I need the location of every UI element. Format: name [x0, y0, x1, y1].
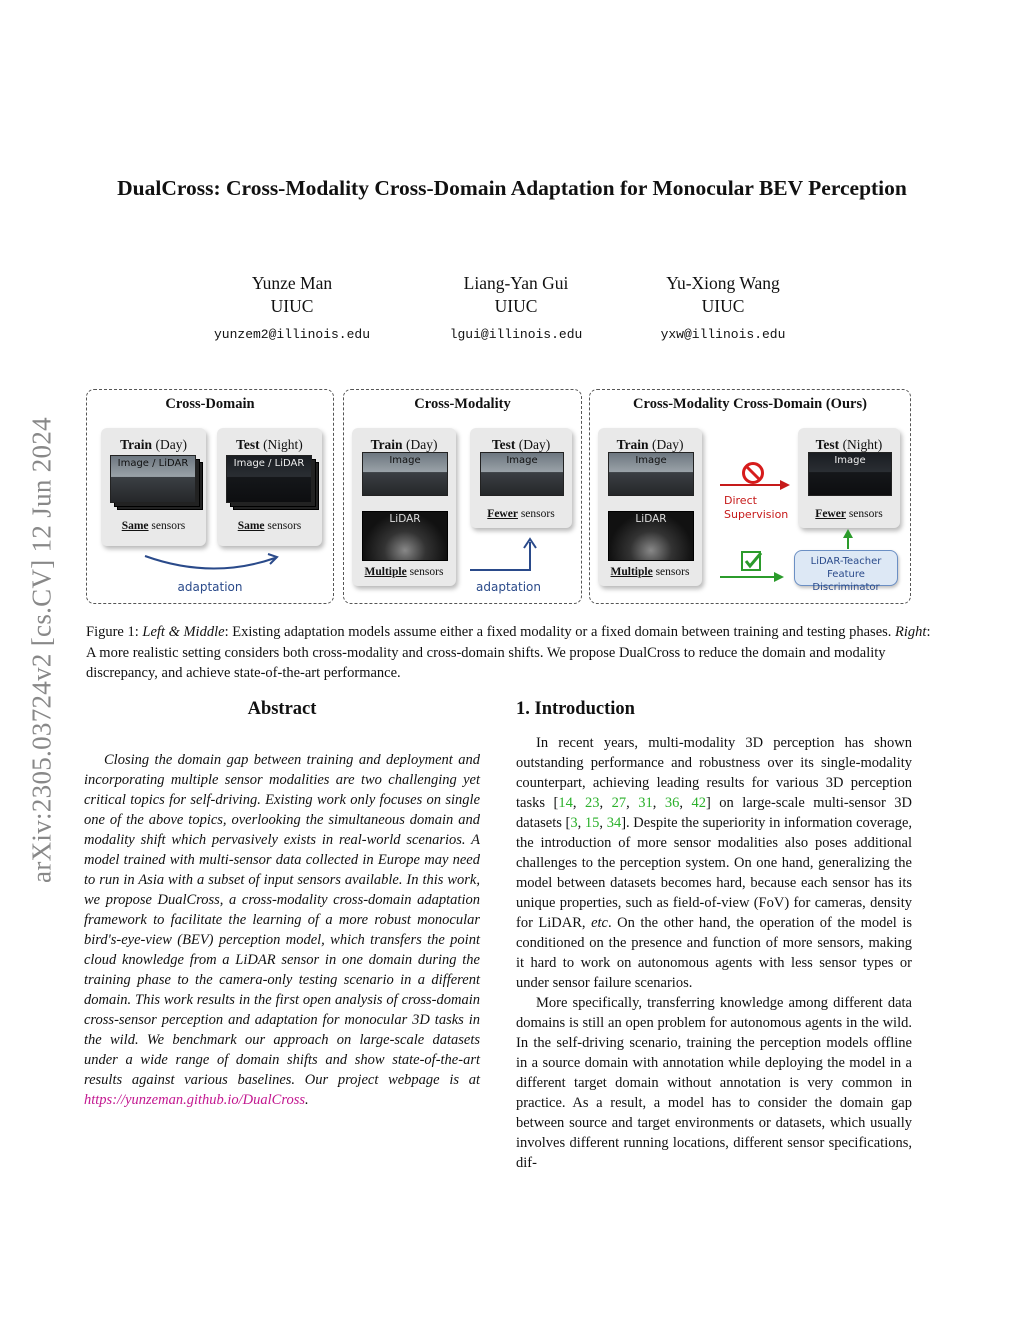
figure-panel-cross-modality [343, 389, 582, 604]
author-affiliation: UIUC [494, 296, 538, 316]
citation-link[interactable]: 27 [611, 795, 627, 811]
train-card [352, 428, 456, 586]
card-header: Test (Night) [815, 437, 883, 452]
paper-title: DualCross: Cross-Modality Cross-Domain Adaptation for Monocular BEV Perception [117, 176, 907, 200]
author-email[interactable]: yxw@illinois.edu [660, 327, 786, 342]
panel-title: Cross-Modality Cross-Domain (Ours) [633, 396, 867, 412]
card-header: Train (Day) [120, 437, 187, 452]
abstract-heading: Abstract [247, 699, 317, 719]
card-footer: Multiple sensors [364, 566, 444, 578]
image-label: Image [506, 455, 538, 466]
card-footer: Fewer sensors [487, 508, 555, 520]
figure-panel-cross-domain [86, 389, 334, 604]
citation-link[interactable]: 34 [606, 815, 622, 831]
test-card [470, 428, 572, 528]
author-1 [172, 272, 412, 346]
train-image [608, 452, 694, 496]
test-card [798, 428, 900, 528]
card-header: Test (Night) [236, 437, 303, 452]
citation-link[interactable]: 36 [664, 795, 680, 811]
card-header: Train (Day) [616, 437, 684, 452]
train-lidar [608, 511, 694, 561]
image-label: Image / LiDAR [117, 458, 189, 469]
intro-heading: 1. Introduction [516, 699, 635, 719]
project-link[interactable]: https://yunzeman.github.io/DualCross [84, 1092, 305, 1108]
intro-paragraph-2: More specifically, transferring knowledge among different data domains is still an open problem for autonomous agents in the wild. In the self-driving scenario, training the perception models offline in a source domain with annotation while deploying the model in a different target domain without annotation is very common in practice. As a result, a model has to consider the domain gap between source and target environments or datasets, which usually involves different running locations, different sensor specifications, dif- [516, 995, 912, 1171]
lidar-label: LiDAR [389, 513, 421, 525]
train-card [598, 428, 702, 586]
lidar-teacher-box: LiDAR-Teacher Feature Discriminator [794, 550, 898, 586]
card-footer: Same sensors [121, 520, 186, 532]
feature-alignment-arrow [718, 570, 788, 584]
citation-link[interactable]: 15 [584, 815, 600, 831]
author-affiliation: UIUC [270, 296, 314, 316]
card-footer: Multiple sensors [610, 566, 690, 578]
citation-link[interactable]: 42 [691, 795, 706, 811]
train-card [101, 428, 206, 546]
image-label: Image [834, 455, 866, 466]
author-email[interactable]: lgui@illinois.edu [449, 327, 583, 342]
author-name: Yu-Xiong Wang [666, 273, 780, 293]
train-image [110, 455, 196, 503]
intro-paragraph-1: In recent years, multi-modality 3D perception has shown outstanding performance and robustness over its single-modality counterpart, achieving leading results for various 3D perception tasks [14, 23, 27, 31, 36, 42] on large-scale multi-sensor 3D datasets [3, 15, 34]. Despite the superiority in information coverage, the introduction of more sensor modalities also poses additional challenges to the perception system. On one hand, generalizing the model between datasets becomes hard, because each sensor has its unique properties, such as field-of-view (FoV) for cameras, density for LiDAR, etc. On the other hand, the operation of the model is conditioned on the presence and function of more sensors, making it hard to work on autonomous agents with less sensor types or under sensor failure scenarios. [516, 735, 913, 991]
adaptation-step-arrow [468, 536, 538, 576]
figure-caption: Figure 1: Left & Middle: Existing adaptation models assume either a fixed modality or a fixed domain between training and testing phases. Right: A more realistic setting considers both cross-modality and cross-domain shifts. We propose DualCross to reduce the domain and modality discrepancy, and achieve state-of-the-art performance. [86, 624, 931, 681]
card-footer: Fewer sensors [815, 508, 883, 520]
citation-link[interactable]: 31 [638, 795, 653, 811]
test-card [217, 428, 322, 546]
panel-title: Cross-Modality [414, 396, 511, 412]
direct-supervision-label: Direct Supervision [724, 494, 789, 521]
direct-supervision-arrow [718, 478, 794, 492]
citation-link[interactable]: 3 [570, 815, 578, 831]
adaptation-label: adaptation [476, 580, 541, 594]
adaptation-arc-arrow [137, 550, 287, 580]
author-affiliation: UIUC [701, 296, 745, 316]
abstract-body: Closing the domain gap between training and deployment and incorporating multiple sensor modalities are two challenging yet critical topics for self-driving. Existing work only focuses on single one of the above topics, overlooking the simultaneous domain and modality shift which pervasively exists in real-world scenarios. A model trained with multi-sensor data collected in Europe may need to run in Asia with a subset of input sensors available. In this work, we propose DualCross, a cross-modality cross-domain adaptation framework to facilitate the learning of a more robust monocular bird's-eye-view (BEV) perception model, which transfers the point cloud knowledge from a LiDAR sensor in one domain during the training phase to the camera-only testing scenario in a different domain. This work results in the first open analysis of cross-domain cross-sensor perception and adaptation for monocular 3D tasks in the wild. We benchmark our approach on large-scale datasets under a wide range of domain shifts and show state-of-the-art results against various baselines. Our project webpage is at https://yunzeman.github.io/DualCross. [84, 752, 480, 1108]
author-name: Liang-Yan Gui [463, 273, 569, 293]
author-name: Yunze Man [251, 273, 333, 293]
image-label: Image / LiDAR [233, 458, 305, 469]
image-label: Image [635, 455, 667, 466]
test-image [480, 452, 564, 496]
train-lidar [362, 511, 448, 561]
panel-title: Cross-Domain [165, 396, 255, 412]
author-email[interactable]: yunzem2@illinois.edu [213, 327, 371, 342]
image-label: Image [389, 455, 421, 466]
test-image [226, 455, 312, 503]
card-header: Train (Day) [370, 437, 438, 452]
card-footer: Same sensors [237, 520, 302, 532]
arxiv-sidebar [22, 350, 62, 950]
test-image [808, 452, 892, 496]
citation-link[interactable]: 23 [584, 795, 600, 811]
train-image [362, 452, 448, 496]
adaptation-label: adaptation [177, 580, 243, 594]
author-3 [603, 272, 843, 346]
card-header: Test (Day) [491, 437, 551, 452]
intro-body [516, 733, 912, 1173]
author-2 [396, 272, 636, 346]
figure-panel-ours [589, 389, 911, 604]
lidar-label: LiDAR [635, 513, 667, 525]
citation-link[interactable]: 14 [558, 795, 573, 811]
arxiv-id: arXiv:2305.03724v2 [cs.CV] 12 Jun 2024 [26, 417, 57, 883]
up-arrow-icon [841, 528, 855, 550]
